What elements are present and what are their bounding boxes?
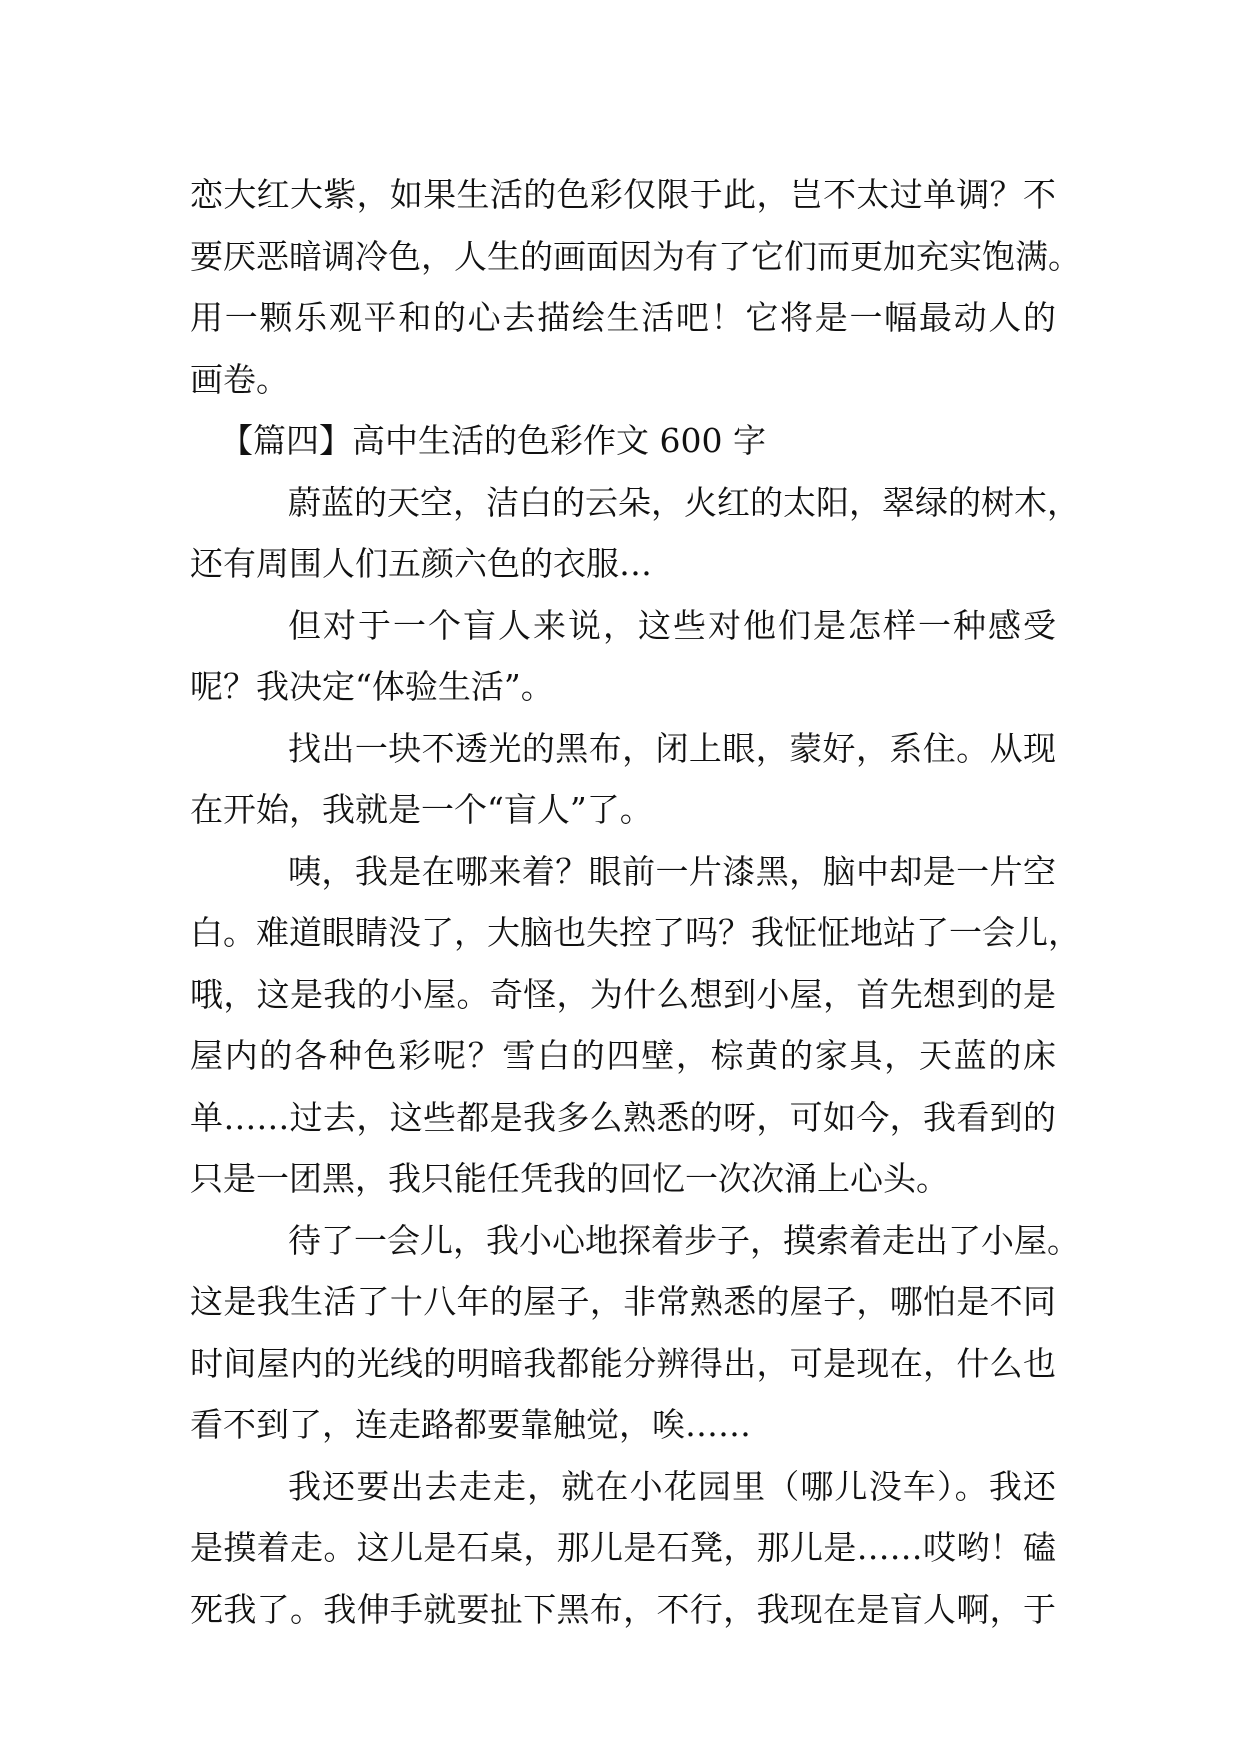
text-line: 白。难道眼睛没了，大脑也失控了吗？我怔怔地站了一会儿， [190,913,1081,952]
body-text [190,164,1081,1640]
text-line: 找出一块不透光的黑布，闭上眼，蒙好，系住。从现 [288,728,1056,768]
text-line: 待了一会儿，我小心地探着步子，摸索着走出了小屋。 [288,1220,1080,1260]
text-line: 哦，这是我的小屋。奇怪，为什么想到小屋，首先想到的是 [190,974,1056,1014]
text-line: 这是我生活了十八年的屋子，非常熟悉的屋子，哪怕是不同 [190,1282,1056,1321]
text-line: 蔚蓝的天空，洁白的云朵，火红的太阳，翠绿的树木， [288,482,1080,522]
text-line: 要厌恶暗调冷色，人生的画面因为有了它们而更加充实饱满。 [190,236,1081,276]
text-line: 屋内的各种色彩呢？雪白的四壁，棕黄的家具，天蓝的床 [190,1036,1056,1075]
text-line: 单……过去，这些都是我多么熟悉的呀，可如今，我看到的 [190,1097,1056,1137]
section-heading: 【篇四】高中生活的色彩作文 600 字 [220,421,766,460]
text-line: 只是一团黑，我只能任凭我的回忆一次次涌上心头。 [190,1159,949,1198]
text-line: 我还要出去走走，就在小花园里（哪儿没车）。我还 [288,1466,1056,1506]
text-line: 时间屋内的光线的明暗我都能分辨得出，可是现在，什么也 [190,1343,1056,1383]
text-line: 呢？我决定“体验生活”。 [190,667,554,706]
text-line: 用一颗乐观平和的心去描绘生活吧！它将是一幅最动人的 [190,298,1056,337]
text-line: 但对于一个盲人来说，这些对他们是怎样一种感受 [288,605,1056,645]
text-line: 看不到了，连走路都要靠触觉，唉…… [190,1405,751,1444]
text-line: 画卷。 [190,359,289,399]
text-line: 是摸着走。这儿是石桌，那儿是石凳，那儿是……哎哟！磕 [190,1528,1056,1567]
text-line: 在开始，我就是一个“盲人”了。 [190,790,653,829]
text-line: 死我了。我伸手就要扯下黑布，不行，我现在是盲人啊，于 [190,1589,1056,1629]
text-line: 恋大红大紫，如果生活的色彩仅限于此，岂不太过单调？不 [190,175,1056,214]
text-line: 还有周围人们五颜六色的衣服… [190,544,652,583]
text-line: 咦，我是在哪来着？眼前一片漆黑，脑中却是一片空 [288,851,1056,891]
